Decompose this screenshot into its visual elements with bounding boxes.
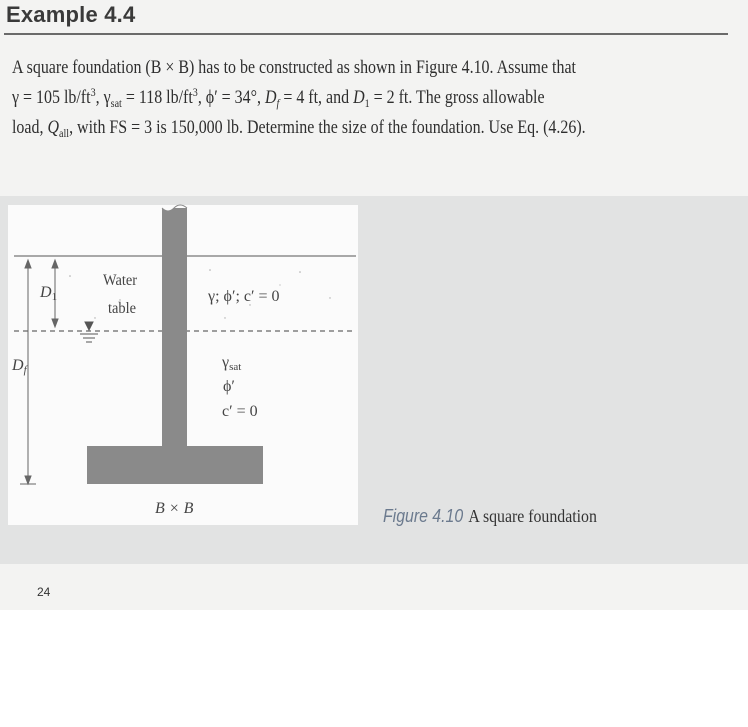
phi-label: ϕ′: [223, 378, 235, 395]
caption-text: A square foundation: [468, 506, 597, 526]
water-table-label-1: Water: [103, 272, 138, 289]
water-table-label-2: table: [108, 300, 136, 317]
page-number: 24: [37, 585, 51, 599]
c-label: c′ = 0: [222, 403, 258, 420]
figure-caption: [383, 506, 597, 527]
problem-line-1: A square foundation (B × B) has to be constructed as shown in Figure 4.10. Assume that: [12, 57, 576, 78]
upper-soil-properties: γ; ϕ′; c′ = 0: [208, 288, 280, 305]
caption-figure-number: Figure 4.10: [383, 506, 464, 526]
df-label: $D_f$: [12, 357, 27, 376]
d1-label: $D_1$: [40, 284, 58, 303]
problem-line-2: γ = 105 $lb/ft^3$, $\gamma_{sat} = 118$ $lb/ft^3$, ϕ′ = 34°, $D_f = 4$ ft, and $D_1 = 2$ ft. The gross allowable: [12, 85, 545, 110]
example-heading: Example 4.4: [6, 2, 136, 27]
problem-line-3: load, $Q_{all}$, with FS = 3 is 150,000 lb. Determine the size of the foundation. Use Eq. (4.26).: [12, 117, 586, 140]
footing: [87, 446, 263, 484]
water-table-symbol: [80, 322, 98, 342]
footing-size-label: B × B: [155, 500, 194, 517]
foundation-column: [162, 208, 187, 449]
gamma-sat-label: $\gamma_{sat}$: [222, 354, 242, 373]
